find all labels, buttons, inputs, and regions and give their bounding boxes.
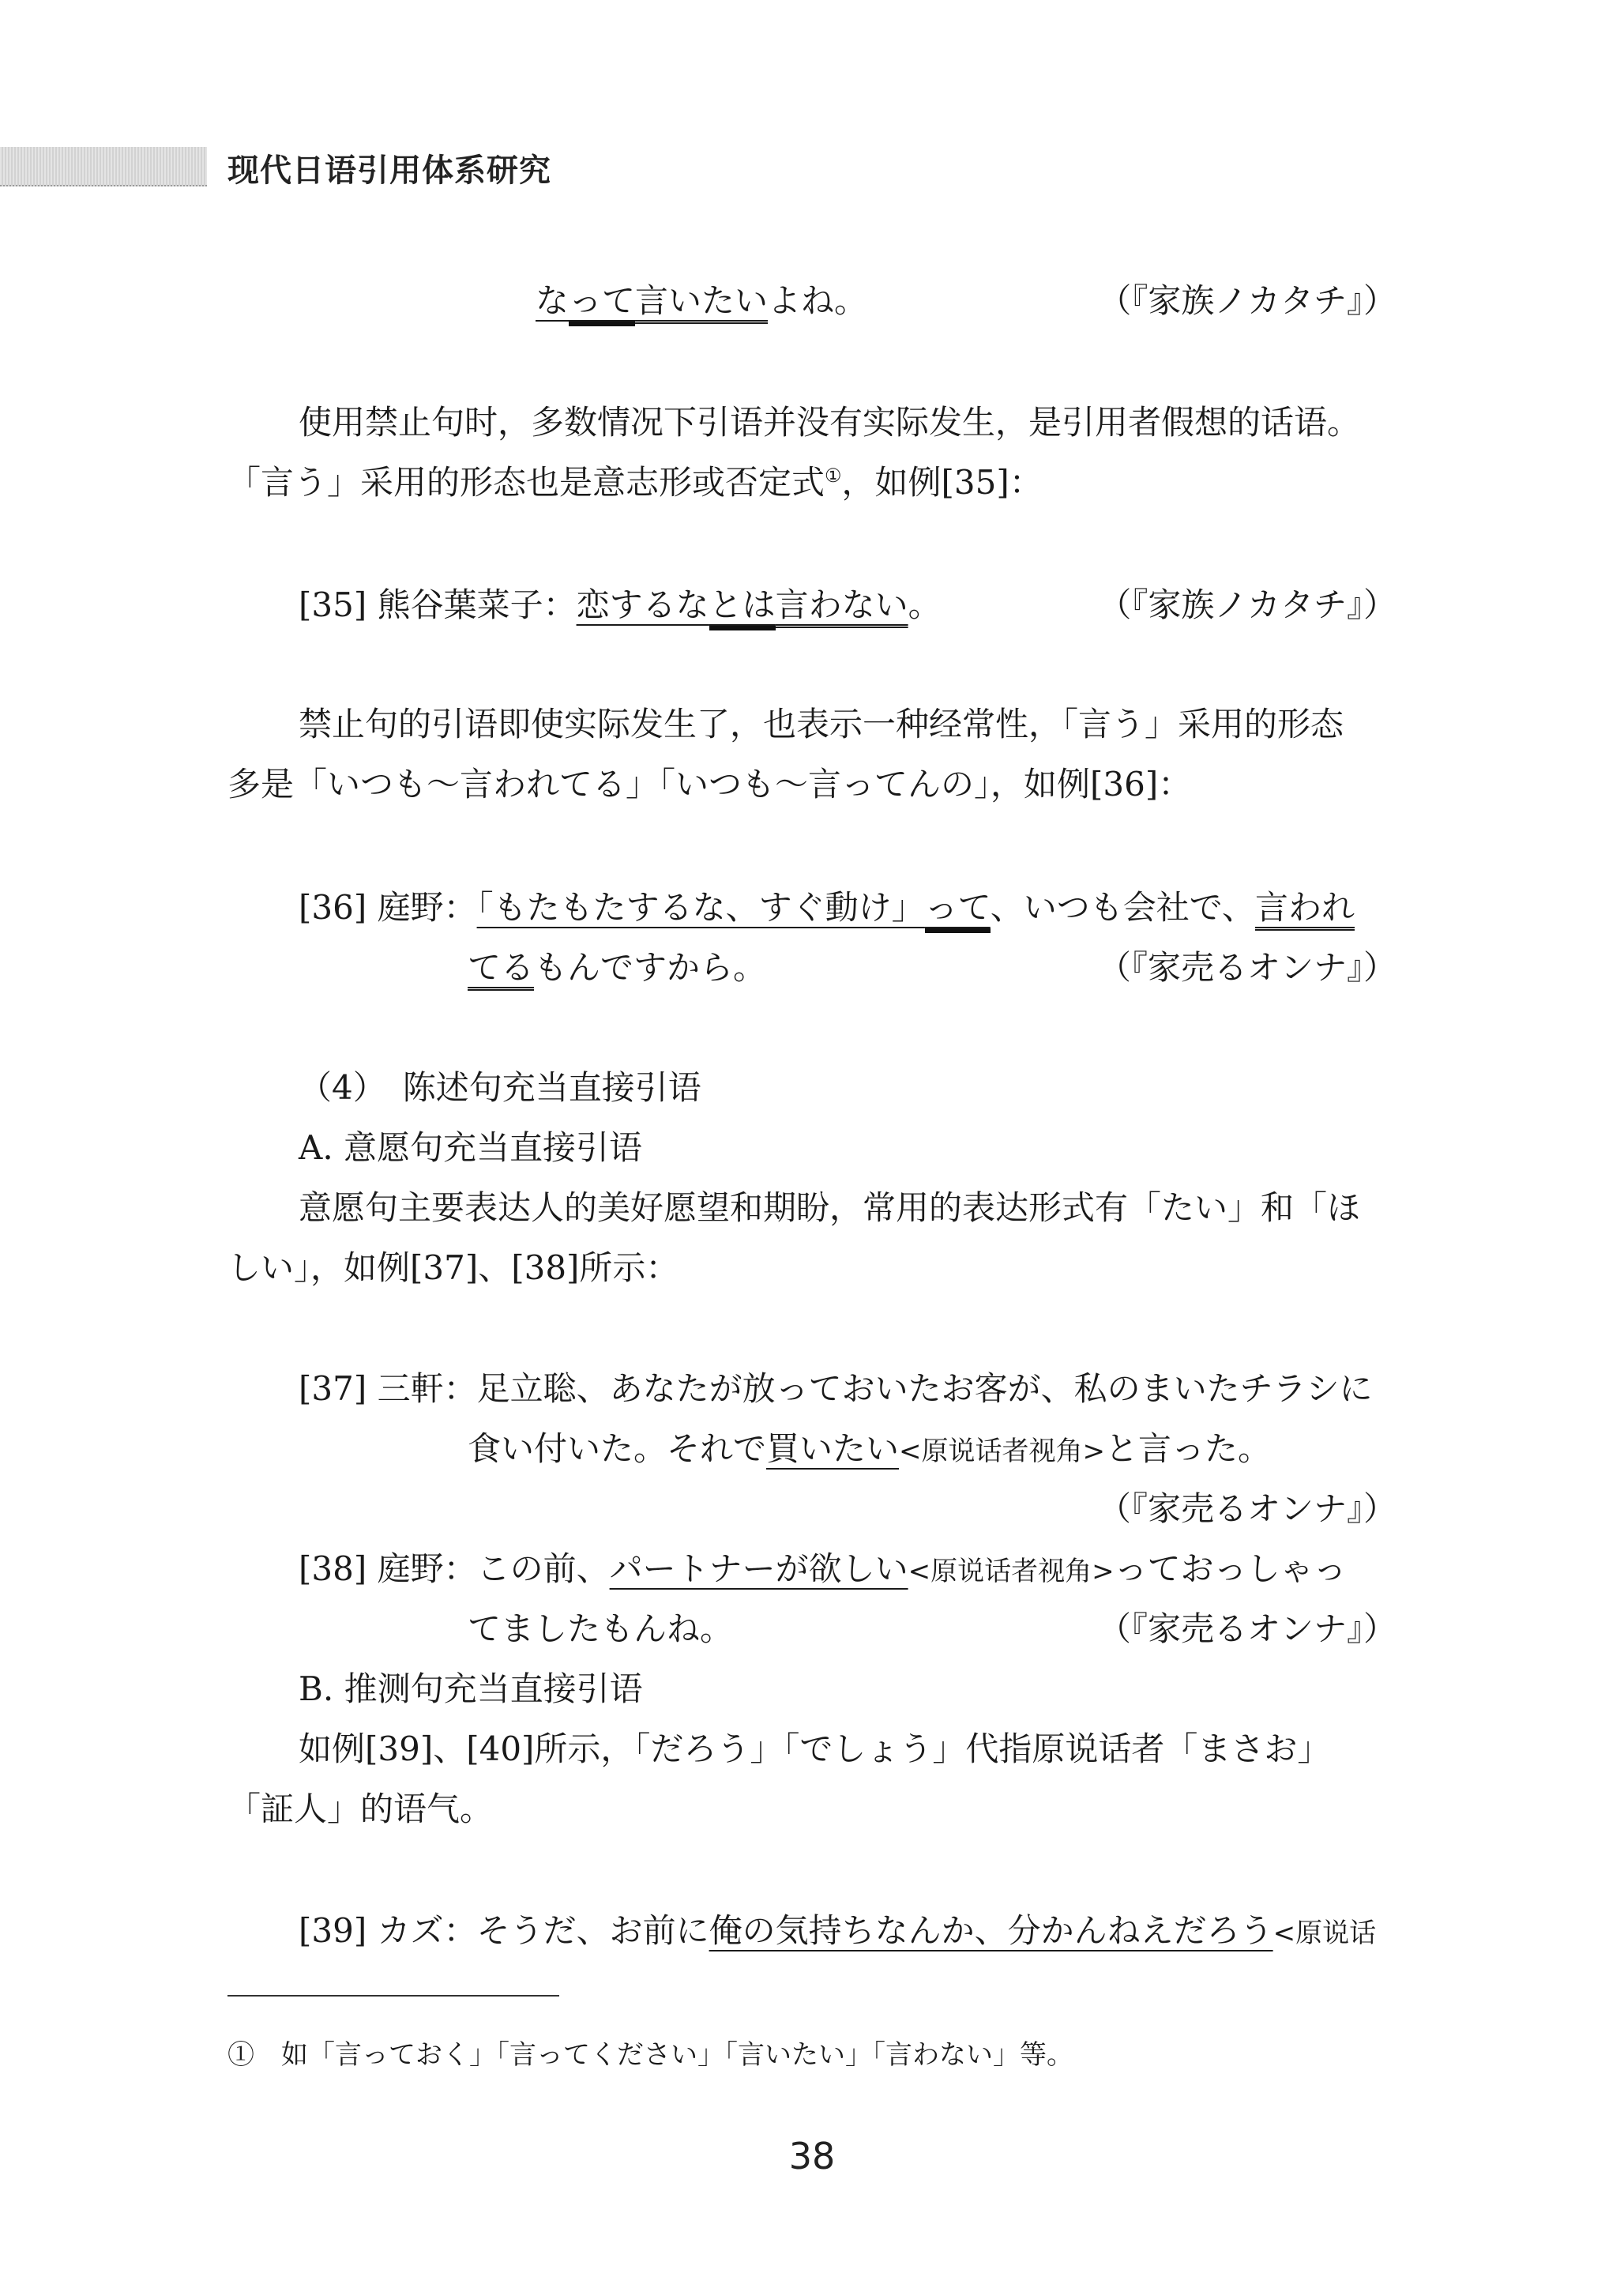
ex35-source: （『家族ノカタチ』） (1098, 585, 1397, 624)
ex36-quote: 「もたもたするな、すぐ動け」 (476, 888, 925, 927)
example-37-line2 (468, 1429, 1272, 1468)
ex38-source: （『家売るオンナ』） (1097, 1609, 1397, 1648)
footnote-ref-1[interactable]: ① (825, 465, 842, 487)
ex37-source: （『家売るオンナ』） (1097, 1489, 1397, 1528)
example-36-line2 (468, 948, 767, 987)
ex34-part-c: 言いたい (635, 281, 769, 320)
ex35-end: 。 (908, 585, 942, 624)
example-38-line2: てましたもんね。 (468, 1609, 734, 1648)
ex39-line1-u: 俺の気持ちなんか、分かんねえだろう (709, 1911, 1273, 1950)
section-4-heading: （4） 陈述句充当直接引语 (299, 1068, 701, 1107)
running-header-title: 现代日语引用体系研究 (227, 152, 551, 189)
subsection-b-heading: B. 推测句充当直接引语 (299, 1669, 643, 1708)
ex34-part-b: って (569, 281, 635, 326)
ex36-verb1: 言われ (1254, 888, 1355, 927)
ex34-source: （『家族ノカタチ』） (1098, 281, 1397, 320)
example-37-line1 (299, 1369, 1373, 1408)
ex37-line1: 足立聡、あなたが放っておいたお客が、私のまいたチラシに (476, 1369, 1373, 1408)
ex36-end: もんですから。 (534, 948, 767, 987)
footnote-separator (227, 1995, 559, 1997)
paraA-line1: 意愿句主要表达人的美好愿望和期盼，常用的表达形式有「たい」和「ほ (299, 1188, 1361, 1227)
footnote-1: ① 如「言っておく」「言ってください」「言いたい」「言わない」等。 (227, 2039, 1073, 2071)
ex35-label: [35] 熊谷葉菜子： (299, 585, 577, 624)
ex34-part-a: な (536, 281, 570, 320)
header-decoration-bar (0, 147, 207, 186)
para2-line2: 多是「いつも～言われてる」「いつも～言ってんの」，如例[36]： (227, 765, 1192, 804)
example-34-continuation (536, 281, 868, 320)
ex37-note: <原说话者视角> (899, 1436, 1106, 1467)
example-36-line1 (299, 888, 1355, 927)
ex37-line2-b: と言った。 (1105, 1429, 1272, 1468)
ex36-verb2: てる (468, 948, 535, 987)
ex34-part-d: よね。 (768, 281, 868, 320)
para2-line1: 禁止句的引语即使实际发生了，也表示一种经常性，「言う」采用的形态 (299, 705, 1344, 743)
para1-line1: 使用禁止句时，多数情况下引语并没有实际发生，是引用者假想的话语。 (299, 403, 1361, 442)
example-39-line1 (299, 1911, 1377, 1950)
ex36-label: [36] 庭野： (299, 888, 477, 927)
page-number: 38 (788, 2135, 836, 2177)
paraB-line2: 「証人」的语气。 (227, 1790, 494, 1828)
ex35-verb: 言わない (775, 585, 908, 624)
ex38-line1-u: パートナーが欲しい (609, 1549, 908, 1588)
ex38-line1-a: この前、 (476, 1549, 610, 1588)
ex39-line1-a: そうだ、お前に (476, 1911, 709, 1950)
ex37-label: [37] 三軒： (299, 1369, 477, 1408)
example-38-line1 (299, 1549, 1347, 1588)
ex38-line1-b: っておっしゃっ (1114, 1549, 1347, 1588)
ex39-note: <原说话 (1273, 1918, 1377, 1949)
example-35 (299, 585, 942, 624)
ex37-line2-a: 食い付いた。それで (468, 1429, 767, 1468)
ex36-particle: って (925, 888, 991, 933)
ex36-source: （『家売るオンナ』） (1097, 948, 1397, 987)
paraB-line1: 如例[39]、[40]所示，「だろう」「でしょう」代指原说话者「まさお」 (299, 1729, 1331, 1768)
subsection-a-heading: A. 意愿句充当直接引语 (299, 1128, 643, 1167)
ex36-mid: 、いつも会社で、 (990, 888, 1255, 927)
ex38-label: [38] 庭野： (299, 1549, 477, 1588)
ex37-line2-u: 買いたい (766, 1429, 900, 1468)
ex38-note: <原说话者视角> (908, 1556, 1115, 1587)
ex35-quote: 恋するな (576, 585, 709, 624)
ex35-particle: とは (709, 585, 776, 630)
ex39-label: [39] カズ： (299, 1911, 477, 1950)
para1-line2-b: ，如例[35]： (841, 463, 1043, 502)
paraA-line2: しい」，如例[37]、[38]所示： (227, 1248, 679, 1287)
para1-line2 (227, 463, 1043, 502)
para1-line2-a: 「言う」采用的形态也是意志形或否定式 (227, 463, 825, 502)
